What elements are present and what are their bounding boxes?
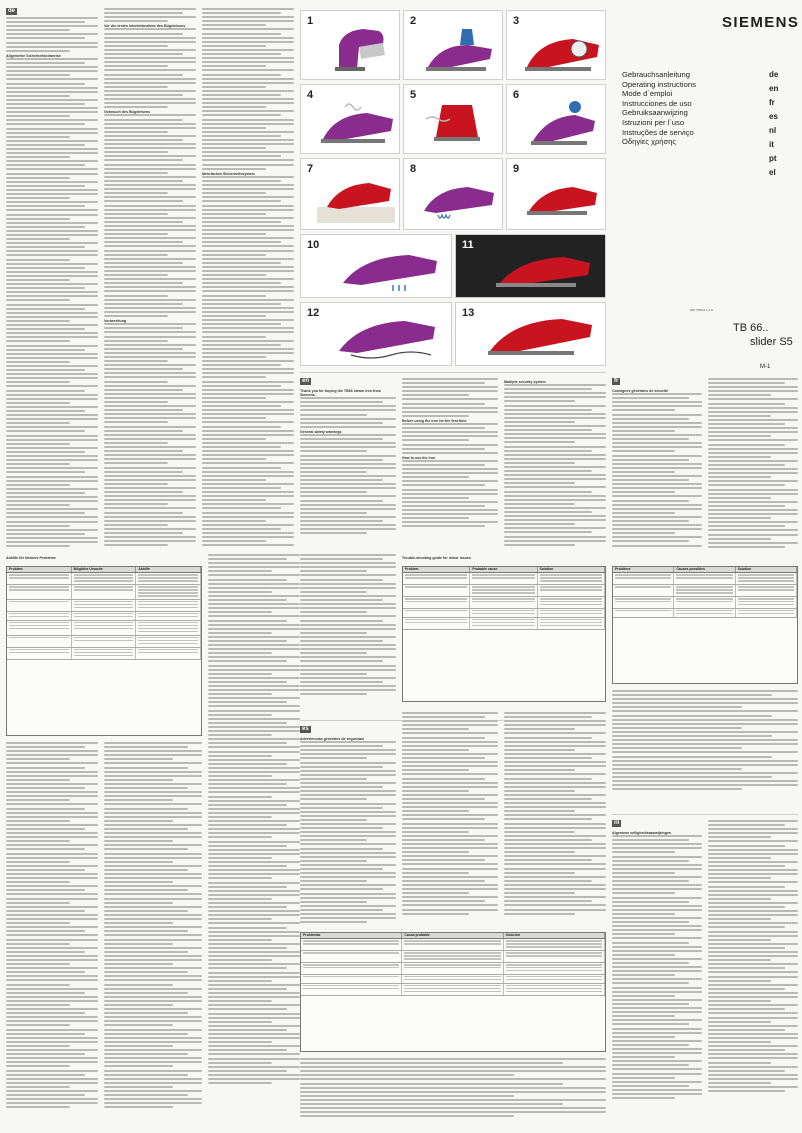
de-column-4 [6, 742, 98, 1126]
de-column-2 [104, 8, 196, 548]
figure-9: 9 [506, 158, 606, 230]
cover-title: Gebrauchsanleitung Operating instructions Mode d´emploi Instrucciones de uso Gebruiksaanwijzing Istruzioni per l´uso Instruções de serviço Οδηγίες χρήσης [622, 70, 696, 147]
de-heading-safety: Allgemeine Sicherheitshinweise [6, 53, 61, 58]
figure-12: 12 [300, 302, 452, 366]
language-tab-pt[interactable]: pt [769, 154, 777, 163]
nl-column-1 [612, 820, 702, 1126]
cord-storage-icon [331, 311, 443, 361]
de-heading-use: Gebrauch des Bügeleisens [104, 110, 151, 115]
table-row [7, 585, 201, 600]
vertical-steam-icon [422, 97, 496, 149]
de-table-title: Abhilfe für kleinere Probleme [6, 556, 56, 560]
language-tab-en[interactable]: en [769, 84, 779, 93]
figure-8: 8 [403, 158, 503, 230]
table-row [403, 609, 605, 618]
iron-standing-icon [329, 25, 391, 73]
table-row [403, 597, 605, 609]
language-label-es: es [302, 726, 309, 732]
water-fill-icon [422, 25, 500, 75]
figure-1: 1 [300, 10, 400, 80]
table-row [301, 984, 605, 996]
table-row [301, 963, 605, 975]
en-heading-first-use: Before using the iron for the first time [402, 418, 467, 423]
iron-fabric-icon [317, 173, 395, 225]
en-heading-safety: General safety warnings [300, 429, 342, 434]
language-tab-it[interactable]: it [769, 140, 774, 149]
document-code: 205 778A/1 1.1.0 [690, 308, 713, 312]
table-row [7, 621, 201, 636]
de-heading-security: Mehrfaches Sicherheitssystem [202, 171, 255, 176]
es-column-2 [402, 712, 498, 926]
calc-clean-icon [333, 245, 443, 293]
language-label-en: en [302, 378, 310, 384]
table-row [7, 636, 201, 648]
language-label-nl: nl [614, 820, 620, 826]
figure-3: 3 [506, 10, 606, 80]
fr-heading-safety: Consignes générales de sécurité [612, 389, 669, 393]
brand-logo: SIEMENS [722, 14, 800, 31]
table-row [613, 609, 797, 618]
en-problem-table: Problem Probable cause Solution [402, 566, 606, 702]
figure-11: 11 [455, 234, 606, 298]
en-column-3 [504, 378, 606, 548]
table-row [7, 600, 201, 612]
figure-2: 2 [403, 10, 503, 80]
de-column-6 [208, 554, 300, 1126]
table-row [301, 951, 605, 963]
table-row [403, 585, 605, 597]
en-heading-security: Multiple security system [504, 380, 546, 384]
table-row [613, 573, 797, 585]
language-tab-es[interactable]: es [769, 112, 778, 121]
language-label-fr: fr [614, 378, 619, 384]
en-heading-use: How to use the iron [402, 455, 436, 460]
self-clean-icon [418, 175, 498, 225]
model-code: M-1 [760, 364, 771, 370]
de-heading-preparation: Vorbereitung [104, 319, 127, 324]
de-column-5 [104, 742, 202, 1126]
temperature-dial-icon [523, 27, 603, 75]
figure-4: 4 [300, 84, 400, 154]
fr-problem-table: Problème Causes possibles Solution [612, 566, 798, 684]
model-name: TB 66.. [733, 322, 769, 334]
es-heading-safety: Advertencias generales de seguridad [300, 737, 364, 741]
iron-side-view-icon [484, 311, 598, 361]
table-row [403, 618, 605, 630]
en-intro: Thank you for buying the TB66 steam iron from Siemens. [300, 389, 381, 398]
language-tab-nl[interactable]: nl [769, 126, 777, 135]
language-tab-el[interactable]: el [769, 168, 776, 177]
language-label-de: de [8, 8, 16, 14]
table-row [613, 585, 797, 597]
en-column-4 [300, 554, 396, 714]
de-problem-table: Problem Mögliche Ursache Abhilfe [6, 566, 202, 736]
es-column-4 [300, 1058, 606, 1126]
table-row [301, 939, 605, 951]
fr-column-1 [612, 378, 702, 548]
figure-10: 10 [300, 234, 452, 298]
nl-column-2 [708, 820, 798, 1126]
drip-stop-icon [523, 173, 601, 225]
fr-column-2 [708, 378, 798, 548]
spray-button-icon [527, 95, 599, 149]
table-row [301, 975, 605, 984]
de-column-3 [202, 8, 294, 548]
table-row [7, 648, 201, 660]
iron-steam-icon [315, 99, 397, 149]
divider [300, 372, 606, 373]
table-row [7, 573, 201, 585]
de-heading-first-use: Vor der ersten Inbetriebnahme des Bügeleisens [104, 24, 186, 29]
table-row [403, 573, 605, 585]
fr-column-3 [612, 690, 798, 810]
divider [612, 814, 798, 815]
figure-5: 5 [403, 84, 503, 154]
es-column-3 [504, 712, 606, 926]
language-tab-de[interactable]: de [769, 70, 779, 79]
es-problem-table: Problemas Causa probable Solución [300, 932, 606, 1052]
figure-13: 13 [455, 302, 606, 366]
en-column-1 [300, 378, 396, 548]
en-column-2 [402, 378, 498, 548]
es-column-1 [300, 726, 396, 926]
nl-heading-safety: Algemene veiligheidsaanwijzingen [612, 831, 672, 835]
en-table-title: Trouble-shooting guide for minor issues [402, 556, 471, 560]
language-tab-fr[interactable]: fr [769, 98, 775, 107]
de-column-1 [6, 8, 98, 548]
figure-6: 6 [506, 84, 606, 154]
table-row [613, 597, 797, 609]
model-subname: slider S5 [750, 336, 793, 348]
table-row [7, 612, 201, 621]
figure-7: 7 [300, 158, 400, 230]
storage-icon [486, 245, 596, 293]
